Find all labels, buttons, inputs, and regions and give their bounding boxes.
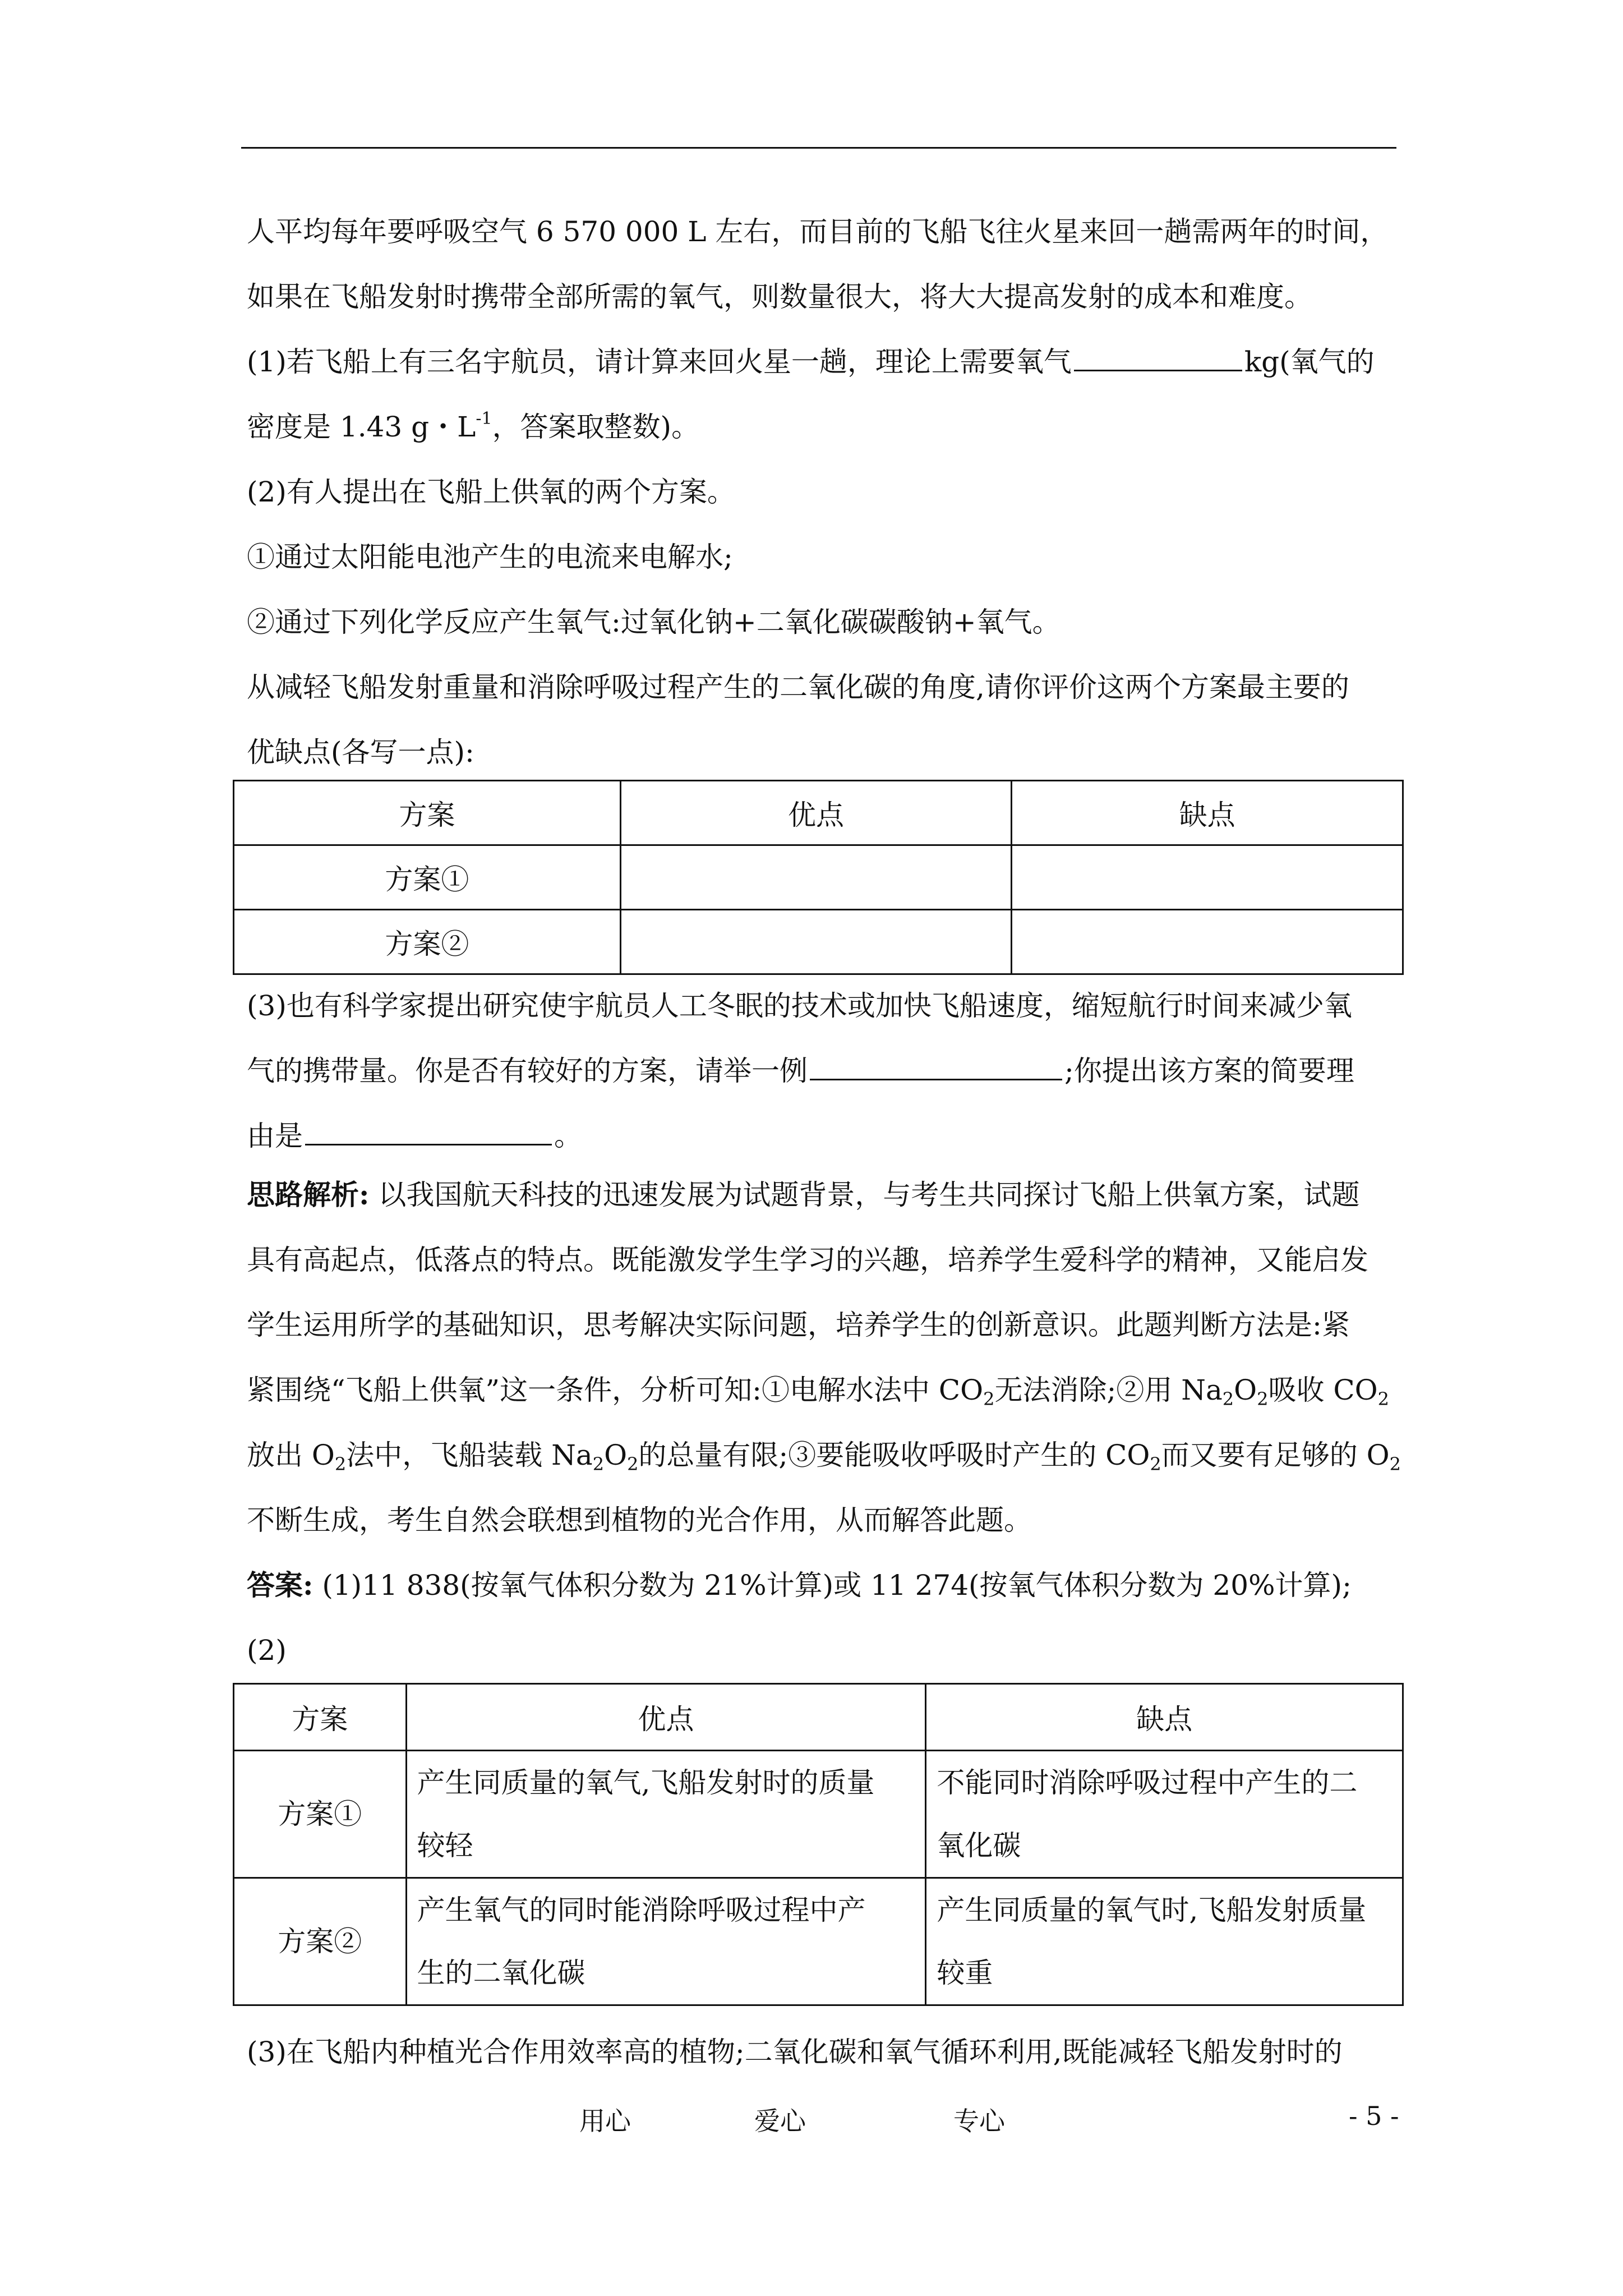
cell-line: 较轻 [417, 1829, 473, 1862]
table-cell-pro [406, 1878, 926, 2005]
q3-line-3 [247, 1103, 1402, 1168]
q2-option-2: ②通过下列化学反应产生氧气:过氧化钠+二氧化碳碳酸钠+氧气。 [247, 606, 1061, 638]
analysis-text: 放出 O [247, 1439, 335, 1471]
subscript: 2 [334, 1453, 347, 1475]
subscript: 2 [1222, 1388, 1234, 1410]
q1-line-2 [247, 394, 1402, 459]
footer-text: 用心 [579, 2106, 631, 2136]
analysis-text: 吸收 CO [1268, 1374, 1378, 1406]
page-number: - 5 - [1349, 2101, 1399, 2131]
footer-text: 爱心 [754, 2106, 806, 2136]
answer-line-1 [247, 1553, 1402, 1618]
table-cell-con [926, 1751, 1403, 1878]
cell-line: 不能同时消除呼吸过程中产生的二 [937, 1766, 1358, 1799]
q1-answer-blank[interactable] [1074, 344, 1242, 371]
table-cell-plan: 方案② [234, 910, 621, 974]
table-header: 缺点 [1012, 781, 1403, 845]
table-cell-pro [406, 1751, 926, 1878]
answer-label: 答案: [247, 1568, 313, 1602]
table-cell-plan: 方案① [234, 845, 621, 910]
answer-table [233, 1683, 1404, 2006]
q3-line-1: (3)也有科学家提出研究使宇航员人工冬眠的技术或加快飞船速度，缩短航行时间来减少氧 [247, 990, 1352, 1022]
q3-example-blank[interactable] [810, 1053, 1062, 1080]
subscript: 2 [592, 1453, 605, 1475]
q3-reason-blank[interactable] [305, 1118, 552, 1145]
cell-line: 较重 [937, 1957, 993, 1989]
subscript: 2 [1389, 1453, 1401, 1475]
table-header: 优点 [406, 1684, 926, 1751]
footer-text: 专心 [953, 2106, 1005, 2136]
table-row [234, 1751, 1403, 1878]
q1-text: (1)若飞船上有三名宇航员，请计算来回火星一趟，理论上需要氧气 [247, 346, 1072, 378]
q3-text: 气的携带量。你是否有较好的方案，请举一例 [247, 1055, 808, 1087]
q1-note: ，答案取整数)。 [492, 411, 700, 443]
q3-block [247, 973, 1402, 1168]
analysis-text: 以我国航天科技的迅速发展为试题背景，与考生共同探讨飞船上供氧方案，试题 [369, 1179, 1360, 1211]
answer-line-2: (2) [247, 1634, 287, 1667]
q1-line-1 [247, 329, 1402, 394]
answer3-line: (3)在飞船内种植光合作用效率高的植物;二氧化碳和氧气循环利用,既能减轻飞船发射时的 [247, 2036, 1343, 2068]
analysis-text: 的总量有限;③要能吸收呼吸时产生的 CO [638, 1439, 1150, 1471]
subscript: 2 [1377, 1388, 1390, 1410]
q1-density: 密度是 1.43 g・L [247, 411, 476, 443]
q2-intro: (2)有人提出在飞船上供氧的两个方案。 [247, 476, 735, 508]
table-header: 缺点 [926, 1684, 1403, 1751]
intro-line-2: 如果在飞船发射时携带全部所需的氧气，则数量很大，将大大提高发射的成本和难度。 [247, 280, 1312, 313]
analysis-text: 法中，飞船装载 Na [346, 1439, 593, 1471]
table-header-row [234, 781, 1403, 845]
subscript: 2 [1150, 1453, 1161, 1475]
subscript: 2 [983, 1388, 995, 1410]
blank-evaluation-table [233, 780, 1404, 975]
table-header: 方案 [234, 1684, 407, 1751]
table-row [234, 1878, 1403, 2005]
analysis-line-5 [247, 1423, 1402, 1488]
cell-line: 生的二氧化碳 [417, 1957, 585, 1989]
table-row [234, 845, 1403, 910]
table-cell-plan: 方案② [234, 1878, 407, 2005]
q3-text: ;你提出该方案的简要理 [1064, 1055, 1354, 1087]
analysis-label: 思路解析: [247, 1178, 370, 1211]
answer-text: (1)11 838(按氧气体积分数为 21%计算)或 11 274(按氧气体积分数为 20%计算); [313, 1569, 1352, 1602]
q1-superscript: -1 [476, 409, 492, 429]
table-header-row [234, 1684, 1403, 1751]
header-rule [241, 147, 1396, 149]
table-cell-con-blank[interactable] [1012, 910, 1403, 974]
q1-unit: kg(氧气的 [1244, 346, 1375, 378]
cell-line: 产生同质量的氧气,飞船发射时的质量 [417, 1766, 875, 1799]
analysis-text: 无法消除;②用 Na [994, 1374, 1223, 1406]
q2-option-1: ①通过太阳能电池产生的电流来电解水; [247, 541, 733, 573]
analysis-line-6: 不断生成，考生自然会联想到植物的光合作用，从而解答此题。 [247, 1504, 1032, 1536]
q3-text: 由是 [247, 1120, 303, 1152]
q2-ask-1: 从减轻飞船发射重量和消除呼吸过程产生的二氧化碳的角度,请你评价这两个方案最主要的 [247, 671, 1349, 703]
q3-line-2 [247, 1038, 1402, 1103]
question-body [247, 199, 1402, 785]
q2-ask-2: 优缺点(各写一点): [247, 736, 474, 769]
analysis-line-1 [247, 1162, 1402, 1227]
analysis-line-4 [247, 1358, 1402, 1423]
analysis-text: O [604, 1439, 628, 1471]
cell-line: 氧化碳 [937, 1829, 1021, 1862]
table-header: 方案 [234, 781, 621, 845]
intro-line-1: 人平均每年要呼吸空气 6 570 000 L 左右，而目前的飞船飞往火星来回一趟需两年的时间， [247, 215, 1389, 248]
table-cell-pro-blank[interactable] [620, 845, 1012, 910]
subscript: 2 [1257, 1388, 1269, 1410]
cell-line: 产生氧气的同时能消除呼吸过程中产 [417, 1894, 866, 1926]
answer3-block [247, 2019, 1402, 2085]
table-cell-con [926, 1878, 1403, 2005]
table-header: 优点 [620, 781, 1012, 845]
table-cell-plan: 方案① [234, 1751, 407, 1878]
analysis-text: 紧围绕“飞船上供氧”这一条件，分析可知:①电解水法中 CO [247, 1374, 984, 1406]
q3-text: 。 [554, 1120, 582, 1152]
analysis-line-2: 具有高起点，低落点的特点。既能激发学生学习的兴趣，培养学生爱科学的精神，又能启发 [247, 1244, 1368, 1276]
subscript: 2 [627, 1453, 639, 1475]
table-cell-pro-blank[interactable] [620, 910, 1012, 974]
analysis-line-3: 学生运用所学的基础知识，思考解决实际问题，培养学生的创新意识。此题判断方法是:紧 [247, 1309, 1350, 1341]
table-row [234, 910, 1403, 974]
cell-line: 产生同质量的氧气时,飞船发射质量 [937, 1894, 1367, 1926]
analysis-text: 而又要有足够的 O [1161, 1439, 1390, 1471]
analysis-text: O [1234, 1374, 1257, 1406]
analysis-block [247, 1162, 1402, 1683]
table-cell-con-blank[interactable] [1012, 845, 1403, 910]
